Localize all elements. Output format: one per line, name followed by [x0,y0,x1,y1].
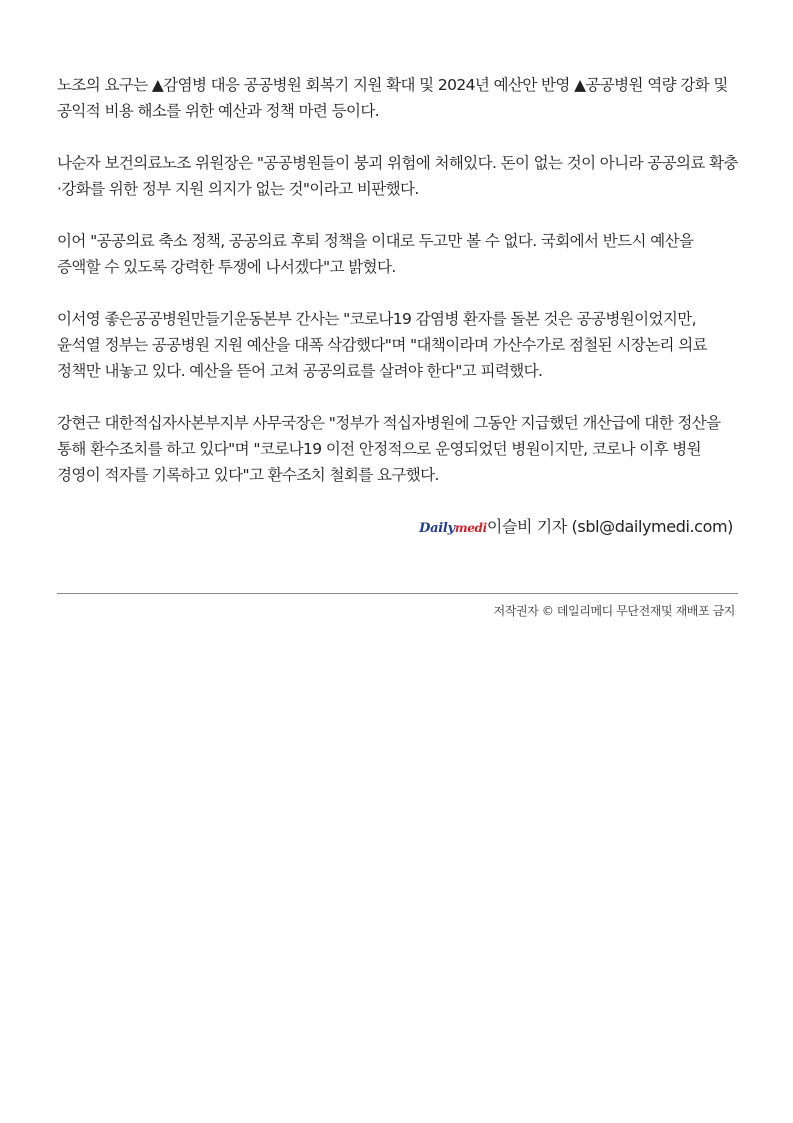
copyright-notice: 저작권자 © 데일리메디 무단전재및 재배포 금지 [493,604,735,618]
dailymedi-logo [419,521,487,536]
logo-daily-text: Daily [419,521,455,536]
article-paragraph-2: 나순자 보건의료노조 위원장은 "공공병원들이 붕괴 위험에 처해있다. 돈이 없는 것이 아니라 공공의료 확충·강화를 위한 정부 지원 의지가 없는 것"이라고 비판했다. [57,154,738,198]
logo-medi-text: medi [454,521,487,535]
article-paragraph-4: 이서영 좋은공공병원만들기운동본부 간사는 "코로나19 감염병 환자를 돌본 것은 공공병원이었지만, 윤석열 정부는 공공병원 지원 예산을 대폭 삭감했다"며 "대책이라며 가산수가로 점철된 시장논리 의료 정책만 내놓고 있다. 예산을 뜯어 고쳐 공공의료를 살려야 한다"고 피력했다. [57,310,707,380]
reporter-credit: 이슬비 기자 (sbl@dailymedi.com) [486,517,733,536]
footer-divider [57,593,738,594]
article-paragraph-5: 강현근 대한적십자사본부지부 사무국장은 "정부가 적십자병원에 그동안 지급했던 개산급에 대한 정산을 통해 환수조치를 하고 있다"며 "코로나19 이전 안정적으로 운영되었던 병원이지만, 코로나 이후 병원 경영이 적자를 기록하고 있다"고 환수조치 철회를 요구했다. [57,414,721,484]
article-paragraph-3: 이어 "공공의료 축소 정책, 공공의료 후퇴 정책을 이대로 두고만 볼 수 없다. 국회에서 반드시 예산을 증액할 수 있도록 강력한 투쟁에 나서겠다"고 밝혔다. [57,232,694,276]
article-byline [57,514,739,542]
article-paragraph-1: 노조의 요구는 ▲감염병 대응 공공병원 회복기 지원 확대 및 2024년 예산안 반영 ▲공공병원 역량 강화 및 공익적 비용 해소를 위한 예산과 정책 마련 등이다. [57,76,728,120]
article-body [57,72,739,542]
